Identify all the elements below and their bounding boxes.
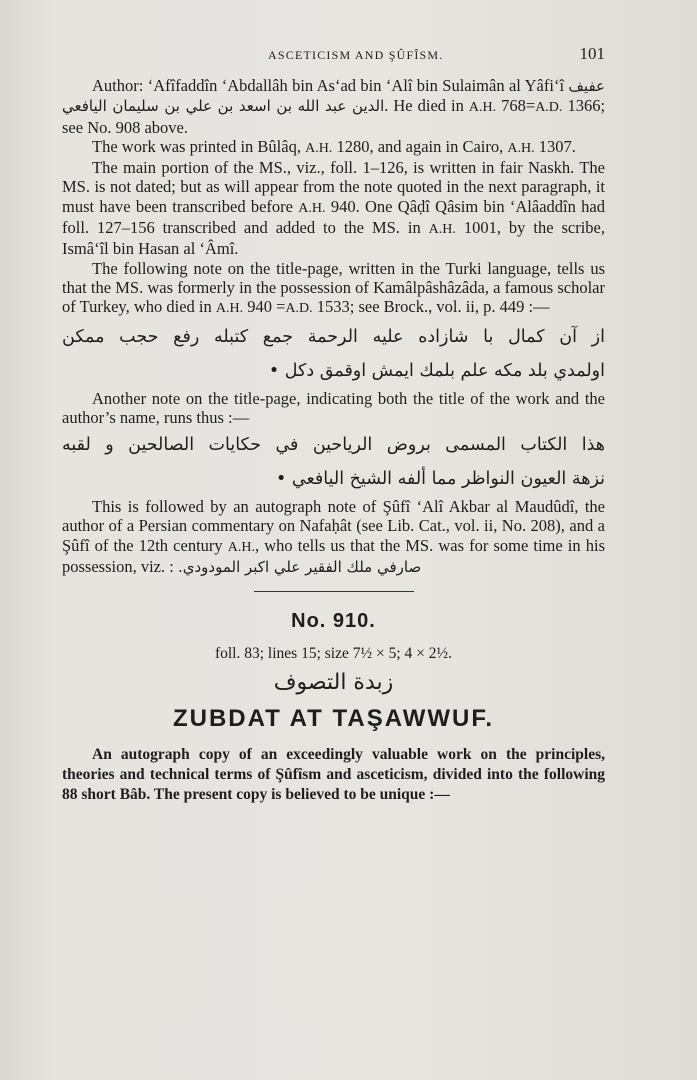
era-abbr: A.H. <box>428 222 456 238</box>
era-abbr: A.D. <box>285 301 313 317</box>
arabic-work-title: زبدة التصوف <box>273 670 394 696</box>
work-title: ZUBDAT AT TAŞAWWUF. <box>172 705 495 733</box>
turki-note-line-1: از آن كمال با شازاده عليه الرحمة جمع كتبله رفع حجب ممكن <box>62 326 605 347</box>
page-number: 101 <box>579 44 605 63</box>
autograph-text-2: , who tells us that the MS. was for some time in his possession, viz. : <box>62 535 606 577</box>
author-paragraph <box>62 76 605 137</box>
manuscript-paragraph <box>62 158 605 258</box>
running-title: ASCETICISM AND ŞÛFÎSM. <box>268 48 444 62</box>
printing-text-3: 1307. <box>538 136 576 156</box>
title-page-note-paragraph <box>62 259 605 319</box>
manuscript-text: The main portion of the MS., viz., foll. 1–126, is written in fair Naskh. The MS. is not dated; but as will appear from the note quoted in the next paragraph, it must have been transcribed before <box>62 158 605 216</box>
author-text-2: . He died in <box>384 96 464 116</box>
era-abbr: A.H. <box>468 100 497 116</box>
collation-line: foll. 83; lines 15; size 7½ × 5; 4 × 2½. <box>214 645 453 663</box>
author-date: 768= <box>501 96 536 116</box>
note-text-3: 1533; see Brock., vol. ii, p. 449 :— <box>316 297 550 317</box>
author-text-3: 1366; see No. 908 above. <box>62 96 606 137</box>
section-divider <box>254 591 414 592</box>
era-abbr: A.H. <box>305 140 333 156</box>
era-abbr: A.D. <box>535 100 563 116</box>
manuscript-text-2: 940. One Qâḍî Qâsim bin ‘Alâaddîn had foll. 127–156 transcribed and added to the MS. in <box>62 196 605 238</box>
era-abbr: A.H. <box>215 301 244 317</box>
turki-note-line-2: اولمدي بلد مكه علم بلمك ايمش اوقمق دكل • <box>268 360 605 381</box>
autograph-note-paragraph <box>62 497 605 577</box>
entry-number: No. 910. <box>291 610 376 633</box>
era-abbr: A.H. <box>298 200 326 216</box>
autograph-arabic-note: صارفي ملك الفقير علي اكبر المودودي. <box>177 558 422 577</box>
era-abbr: A.H. <box>227 539 255 555</box>
author-text: Author: ‘Afîfaddîn ‘Abdallâh bin As‘ad bin ‘Alî bin Sulaimân al Yâfi‘î <box>92 76 565 95</box>
printing-paragraph <box>62 137 605 158</box>
work-description: An autograph copy of an exceedingly valuable work on the principles, theories and technical terms of Şûfîsm and asceticism, divided into the following 88 short Bâb. The present copy is believed to be unique :— <box>62 746 605 804</box>
printing-text: The work was printed in Bûlâq, <box>92 136 301 156</box>
era-abbr: A.H. <box>507 140 535 156</box>
author-arabic-name: عفيف الدين عبد الله بن اسعد بن علي بن سليمان اليافعي <box>62 77 605 116</box>
note-text: The following note on the title-page, written in the Turki language, tells us that the MS. was formerly in the possession of Kamâlpâshâzâda, a famous scholar of Turkey, who died in <box>62 258 605 317</box>
printing-text-2: 1280, and again in Cairo, <box>336 136 504 156</box>
manuscript-text-3: 1001, by the scribe, Ismâ‘îl bin Hasan al ‘Âmî. <box>62 218 605 259</box>
arabic-title-note-line-1: هذا الكتاب المسمى بروض الرياحين في حكايات الصالحين و لقبه <box>62 435 605 456</box>
running-head <box>62 44 605 64</box>
note-text-2: 940 = <box>247 297 286 317</box>
autograph-text: This is followed by an autograph note of Şûfî ‘Alî Akbar al Maudûdî, the author of a Persian commentary on Nafaḥât (see Lib. Cat., vol. ii, No. 208), and a Şûfî of the 12th century <box>62 497 605 555</box>
arabic-title-note-line-2: نزهة العيون النواظر مما ألفه الشيخ اليافعي • <box>275 469 605 490</box>
second-note-paragraph: Another note on the title-page, indicating both the title of the work and the author’s name, runs thus :— <box>62 388 605 427</box>
